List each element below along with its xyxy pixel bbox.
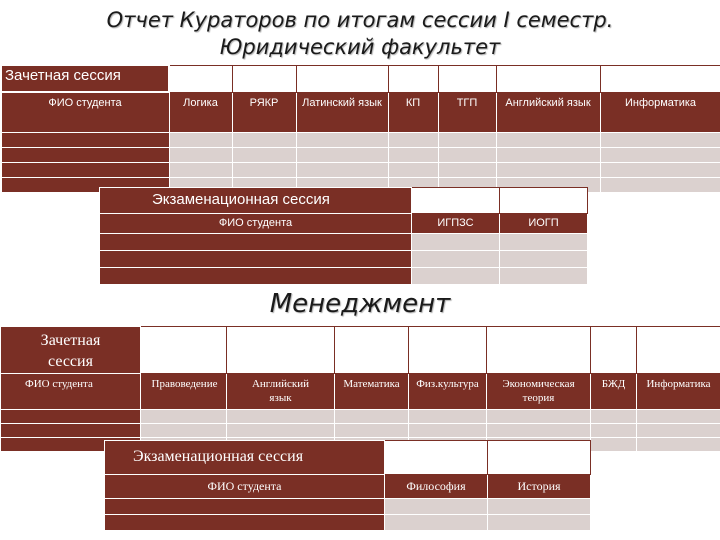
column-label: РЯКР (249, 96, 279, 109)
grade-cell[interactable] (335, 424, 409, 438)
column-label: Информатика (624, 96, 697, 109)
student-cell[interactable] (100, 234, 412, 251)
col-student-name (105, 475, 385, 499)
law-credit-table (0, 64, 720, 193)
column-label: ФИО студента (25, 378, 93, 390)
grade-cell[interactable] (409, 424, 487, 438)
grade-cell[interactable] (412, 268, 500, 285)
grade-cell[interactable] (600, 147, 720, 162)
header-cell (591, 327, 637, 374)
management-title: Менеджмент (269, 289, 451, 319)
header-cell (500, 188, 588, 214)
grade-cell[interactable] (496, 132, 600, 147)
col-subject (141, 374, 227, 410)
column-label: Латинский язык (302, 96, 382, 109)
grade-cell[interactable] (412, 234, 500, 251)
grade-cell[interactable] (409, 410, 487, 424)
grade-cell[interactable] (488, 515, 591, 531)
column-label: Экономическая теория (502, 378, 575, 404)
faculty-title: Юридический факультет (219, 35, 501, 59)
grade-cell[interactable] (488, 499, 591, 515)
header-cell (438, 65, 496, 92)
law-credit-heading: Зачетная сессия (5, 67, 121, 84)
header-cell (169, 65, 232, 92)
col-subject (227, 374, 335, 410)
grade-cell[interactable] (232, 162, 296, 177)
column-label: ФИО студента (218, 217, 293, 229)
grade-cell[interactable] (487, 410, 591, 424)
header-cell (388, 65, 438, 92)
grade-cell[interactable] (591, 424, 637, 438)
grade-cell[interactable] (487, 424, 591, 438)
col-subject (591, 374, 637, 410)
header-cell (412, 188, 500, 214)
column-label: ИОГП (528, 217, 559, 229)
student-cell[interactable] (1, 132, 169, 147)
student-cell[interactable] (100, 268, 412, 285)
col-subject (409, 374, 487, 410)
col-subject (488, 475, 591, 499)
grade-cell[interactable] (385, 499, 488, 515)
grade-cell[interactable] (296, 162, 388, 177)
grade-cell[interactable] (169, 162, 232, 177)
report-title: Отчет Кураторов по итогам сессии I семестр. (106, 8, 614, 32)
header-cell (335, 327, 409, 374)
header-cell (488, 441, 591, 475)
header-cell (227, 327, 335, 374)
management-credit-heading: Зачетная сессия (40, 332, 101, 370)
management-credit-heading-cell (1, 327, 141, 374)
grade-cell[interactable] (600, 162, 720, 177)
grade-cell[interactable] (412, 251, 500, 268)
student-cell[interactable] (1, 147, 169, 162)
header-cell (385, 441, 488, 475)
student-cell[interactable] (1, 424, 141, 438)
grade-cell[interactable] (637, 424, 720, 438)
grade-cell[interactable] (232, 147, 296, 162)
grade-cell[interactable] (388, 162, 438, 177)
col-subject (637, 374, 720, 410)
grade-cell[interactable] (438, 147, 496, 162)
col-subject (496, 92, 600, 132)
header-cell (296, 65, 388, 92)
col-student-name (100, 214, 412, 234)
column-label: История (517, 479, 561, 493)
grade-cell[interactable] (496, 147, 600, 162)
grade-cell[interactable] (600, 177, 720, 192)
law-credit-heading-cell (1, 65, 169, 92)
column-label: ИГПЗС (437, 217, 474, 229)
col-subject (500, 214, 588, 234)
column-label: Английский язык (505, 96, 591, 109)
header-cell (496, 65, 600, 92)
column-label: ТГП (456, 96, 478, 109)
grade-cell[interactable] (296, 132, 388, 147)
grade-cell[interactable] (388, 147, 438, 162)
column-label: ФИО студента (48, 97, 122, 109)
col-student-name (1, 92, 169, 132)
student-cell[interactable] (100, 251, 412, 268)
col-subject (487, 374, 591, 410)
column-label: Английский язык (251, 378, 310, 404)
col-subject (438, 92, 496, 132)
student-cell[interactable] (1, 410, 141, 424)
grade-cell[interactable] (438, 132, 496, 147)
grade-cell[interactable] (591, 410, 637, 424)
grade-cell[interactable] (496, 162, 600, 177)
grade-cell[interactable] (591, 438, 637, 452)
management-exam-heading: Экзаменационная сессия (133, 448, 304, 465)
column-label: ФИО студента (207, 479, 282, 493)
column-label: Математика (343, 378, 400, 390)
grade-cell[interactable] (385, 515, 488, 531)
header-cell (232, 65, 296, 92)
management-exam-table (104, 440, 591, 531)
col-subject (385, 475, 488, 499)
column-label: Правоведение (151, 378, 218, 390)
column-label: Логика (183, 96, 218, 109)
grade-cell[interactable] (335, 410, 409, 424)
grade-cell[interactable] (169, 147, 232, 162)
grade-cell[interactable] (637, 410, 720, 424)
grade-cell[interactable] (227, 410, 335, 424)
grade-cell[interactable] (296, 147, 388, 162)
management-exam-heading-cell (105, 441, 385, 475)
col-subject (169, 92, 232, 132)
col-subject (600, 92, 720, 132)
grade-cell[interactable] (141, 424, 227, 438)
header-cell (637, 327, 720, 374)
grade-cell[interactable] (637, 438, 720, 452)
grade-cell[interactable] (600, 132, 720, 147)
grade-cell[interactable] (227, 424, 335, 438)
grade-cell[interactable] (141, 410, 227, 424)
header-cell (409, 327, 487, 374)
column-label: КП (405, 96, 421, 109)
student-cell[interactable] (1, 162, 169, 177)
column-label: БЖД (601, 378, 626, 390)
column-label: Физ.культура (416, 378, 479, 390)
col-subject (388, 92, 438, 132)
student-cell[interactable] (105, 515, 385, 531)
grade-cell[interactable] (500, 268, 588, 285)
law-exam-heading-cell (100, 188, 412, 214)
col-subject (232, 92, 296, 132)
col-subject (412, 214, 500, 234)
student-cell[interactable] (105, 499, 385, 515)
grade-cell[interactable] (388, 132, 438, 147)
grade-cell[interactable] (500, 251, 588, 268)
grade-cell[interactable] (169, 132, 232, 147)
col-subject (335, 374, 409, 410)
header-cell (487, 327, 591, 374)
law-exam-heading: Экзаменационная сессия (152, 191, 330, 208)
col-subject (296, 92, 388, 132)
column-label: Информатика (646, 378, 711, 390)
col-student-name (1, 374, 141, 410)
grade-cell[interactable] (438, 162, 496, 177)
header-cell (600, 65, 720, 92)
management-credit-table (0, 326, 720, 452)
header-cell (141, 327, 227, 374)
law-exam-table (99, 187, 588, 285)
grade-cell[interactable] (232, 132, 296, 147)
column-label: Философия (406, 479, 466, 493)
grade-cell[interactable] (500, 234, 588, 251)
